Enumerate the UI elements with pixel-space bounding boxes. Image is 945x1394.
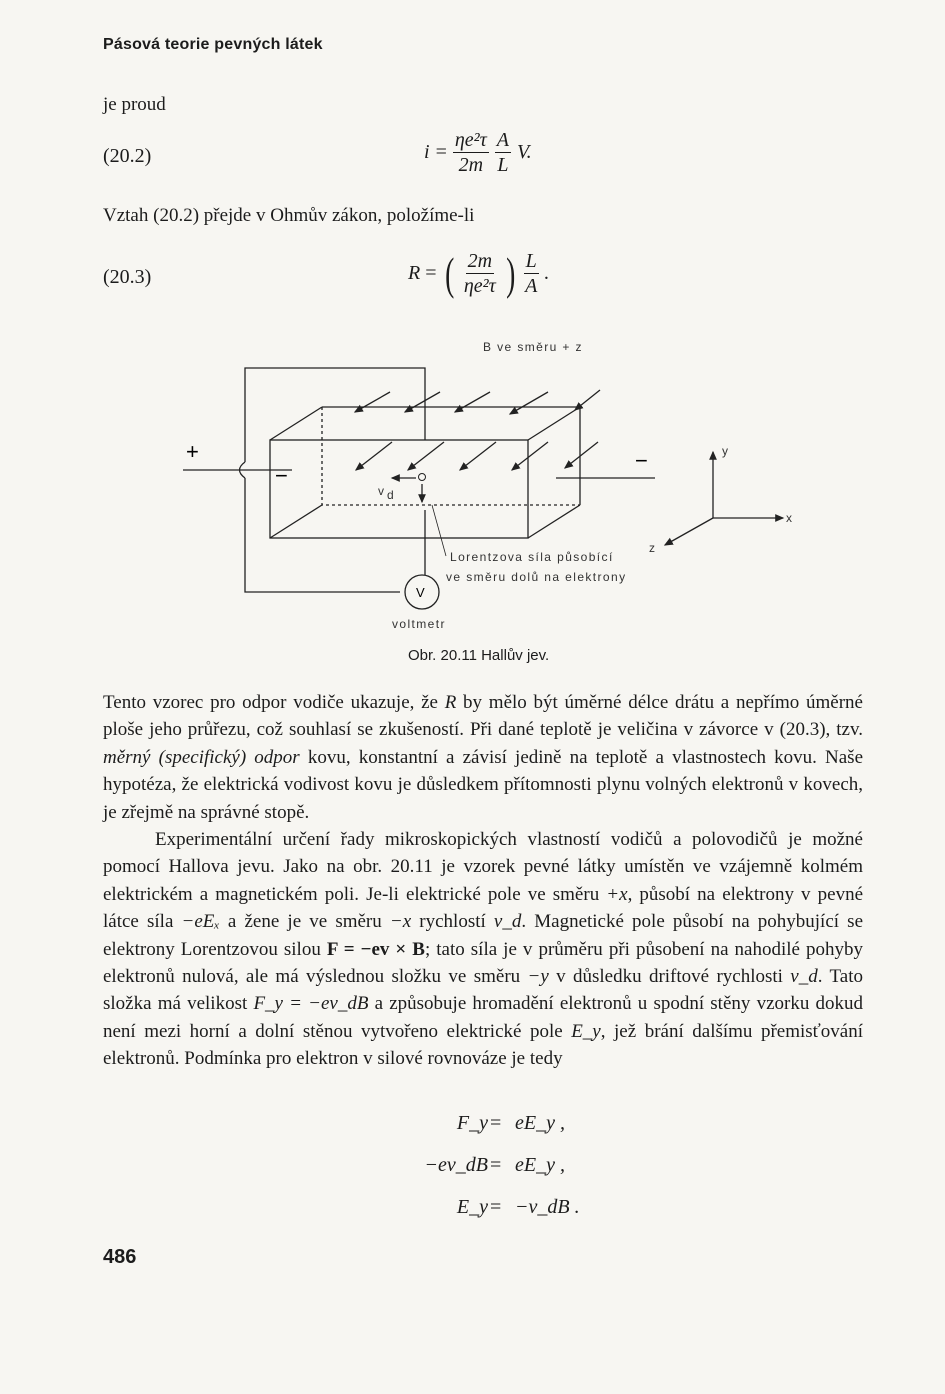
eq3-lhs: E_y xyxy=(456,1196,488,1218)
eq3-sign: = xyxy=(490,1196,502,1218)
figure-caption: Obr. 20.11 Hallův jev. xyxy=(408,647,550,664)
math-run: F_y = −ev_dB xyxy=(253,993,369,1015)
equation-label-20-2: (20.2) xyxy=(103,145,152,167)
eq1-sign: = xyxy=(490,1112,502,1134)
text-run: . Magnetické pole působí na pohybující se elektrony Lorentzovou silou xyxy=(103,911,863,960)
eq2-rhs: eE_y , xyxy=(515,1154,565,1176)
text-run: ; tato síla je v průměru při působení na nahodilé pohyby elektronů nulová, ale má výslednou složku ve směru xyxy=(103,938,863,988)
y-axis-label: y xyxy=(722,444,730,458)
text-run: v důsledku driftové rychlosti xyxy=(548,966,791,988)
voltmeter-label: voltmetr xyxy=(392,617,446,631)
text-run: . Tato složka má velikost xyxy=(103,966,863,1015)
b-field-arrow xyxy=(575,390,600,410)
paragraph-1 xyxy=(103,689,863,826)
eq2-sign: = xyxy=(490,1154,502,1176)
drift-velocity-label: v xyxy=(378,484,386,498)
eq-sign: = xyxy=(425,262,437,284)
b-field-arrow xyxy=(455,392,490,412)
b-field-arrow xyxy=(460,442,496,470)
fraction-numerator: L xyxy=(525,250,537,272)
b-field-arrow xyxy=(356,442,392,470)
intro-text: je proud xyxy=(103,94,166,115)
b-field-arrow xyxy=(405,392,440,412)
text-run: a způsobuje hromadění elektronů u spodní stěny vzorku dokud není mezi horní a dolní stěnou vytvořeno elektrické pole xyxy=(103,993,863,1042)
text-run: by mělo být úměrné délce drátu a nepřímo úměrné ploše jeho průřezu, což souhlasí se zkušeností. Při dané teplotě je veličina v závorce v (20.3), tzv. xyxy=(103,692,863,741)
fraction-numerator: ηe²τ xyxy=(454,129,487,151)
text-run: rychlostí xyxy=(411,911,494,933)
eq-sign: = xyxy=(435,141,447,163)
bridge-text: Vztah (20.2) přejde v Ohmův zákon, položíme-li xyxy=(103,205,475,226)
x-axis-label: x xyxy=(786,511,794,525)
fraction-denominator: ηe²τ xyxy=(463,275,496,297)
eq2-lhs: −ev_dB xyxy=(424,1154,488,1176)
eq1-lhs: F_y xyxy=(456,1112,488,1134)
term-emphasis: měrný (specifický) odpor xyxy=(103,746,300,768)
math-run: R xyxy=(444,692,457,713)
lorentz-label-2: ve směru dolů na elektrony xyxy=(446,570,627,584)
text-run: , jež brání dalšímu přemisťování elektronů. Podmínka pro elektron v silové rovnováze je tedy xyxy=(103,1020,863,1070)
box-edge xyxy=(528,407,580,440)
b-field-arrow xyxy=(408,442,444,470)
b-field-label: B ve směru + z xyxy=(483,340,583,354)
eq-tail: V. xyxy=(517,141,532,163)
text-run: , působí na elektrony v pevné látce síla xyxy=(103,883,863,933)
right-paren: ) xyxy=(505,247,516,299)
running-header: Pásová teorie pevných látek xyxy=(103,36,323,53)
voltmeter-symbol: V xyxy=(416,585,425,600)
b-field-arrow xyxy=(565,442,598,468)
b-field-arrow xyxy=(355,392,390,412)
sample-hidden-edges xyxy=(322,407,580,505)
eq3-rhs: −v_dB . xyxy=(515,1196,580,1218)
text-run: Experimentální určení řady mikroskopických vlastností vodičů a polovodičů je možné pomocí Hallova jevu. Jako na obr. 20.11 je vzorek pevné látky umístěn ve vzájemně kolmém elektrickém a magnetickém poli. Je-li elektrické pole ve směru xyxy=(103,829,863,905)
equation-label-20-3: (20.3) xyxy=(103,266,152,288)
math-run: +x xyxy=(606,883,628,905)
hall-effect-figure xyxy=(0,0,945,680)
math-run: F = −ev × B xyxy=(326,938,425,960)
b-field-arrow xyxy=(510,392,548,414)
equilibrium-equations xyxy=(380,1112,640,1232)
math-run: −y xyxy=(527,966,549,988)
plus-terminal: + xyxy=(186,439,199,464)
sample-back-edges xyxy=(322,407,580,505)
fraction-denominator: 2m xyxy=(458,154,484,176)
z-axis xyxy=(665,518,713,545)
b-field-arrow xyxy=(512,442,548,470)
eq-lhs: i xyxy=(424,141,430,163)
eq-lhs: R xyxy=(408,262,421,284)
sample-front-face xyxy=(270,440,528,538)
fraction-numerator: 2m xyxy=(467,250,493,272)
body-text xyxy=(103,689,863,1073)
page-number: 486 xyxy=(103,1246,137,1268)
lorentz-label-1: Lorentzova síla působící xyxy=(450,550,614,564)
math-run: E_y xyxy=(571,1020,601,1042)
label-leader-line xyxy=(432,505,446,556)
box-edge xyxy=(270,505,322,538)
minus-terminal: − xyxy=(635,448,648,473)
math-run: −eEₓ xyxy=(181,911,220,933)
circuit-wire-bottom xyxy=(245,478,400,592)
fraction-denominator: A xyxy=(525,275,538,297)
drift-velocity-subscript: d xyxy=(387,488,396,502)
circuit-wire-top xyxy=(245,368,425,462)
minus-inside: − xyxy=(275,463,288,488)
text-run: kovu, konstantní a závisí jedině na teplotě a vlastnostech kovu. Naše hypotéza, že elektrická vodivost kovu je důsledkem přítomnosti plynu volných elektronů v kovech, je zřejmě na správné stopě. xyxy=(103,746,863,823)
box-edge xyxy=(270,407,322,440)
fraction-denominator: L xyxy=(497,154,509,176)
text-run: a žene je ve směru xyxy=(219,911,390,933)
eq1-rhs: eE_y , xyxy=(515,1112,565,1134)
left-paren: ( xyxy=(444,247,454,299)
fraction-numerator: A xyxy=(496,129,510,151)
text-run: Tento vzorec pro odpor vodiče ukazuje, že xyxy=(103,692,445,713)
eq-tail: . xyxy=(544,262,550,284)
electron-dot xyxy=(419,474,426,481)
box-edge xyxy=(528,505,580,538)
math-run: v_d xyxy=(790,966,818,988)
paragraph-2 xyxy=(103,826,863,1073)
z-axis-label: z xyxy=(649,541,657,555)
math-run: −x xyxy=(389,911,412,933)
math-run: v_d xyxy=(493,911,522,933)
